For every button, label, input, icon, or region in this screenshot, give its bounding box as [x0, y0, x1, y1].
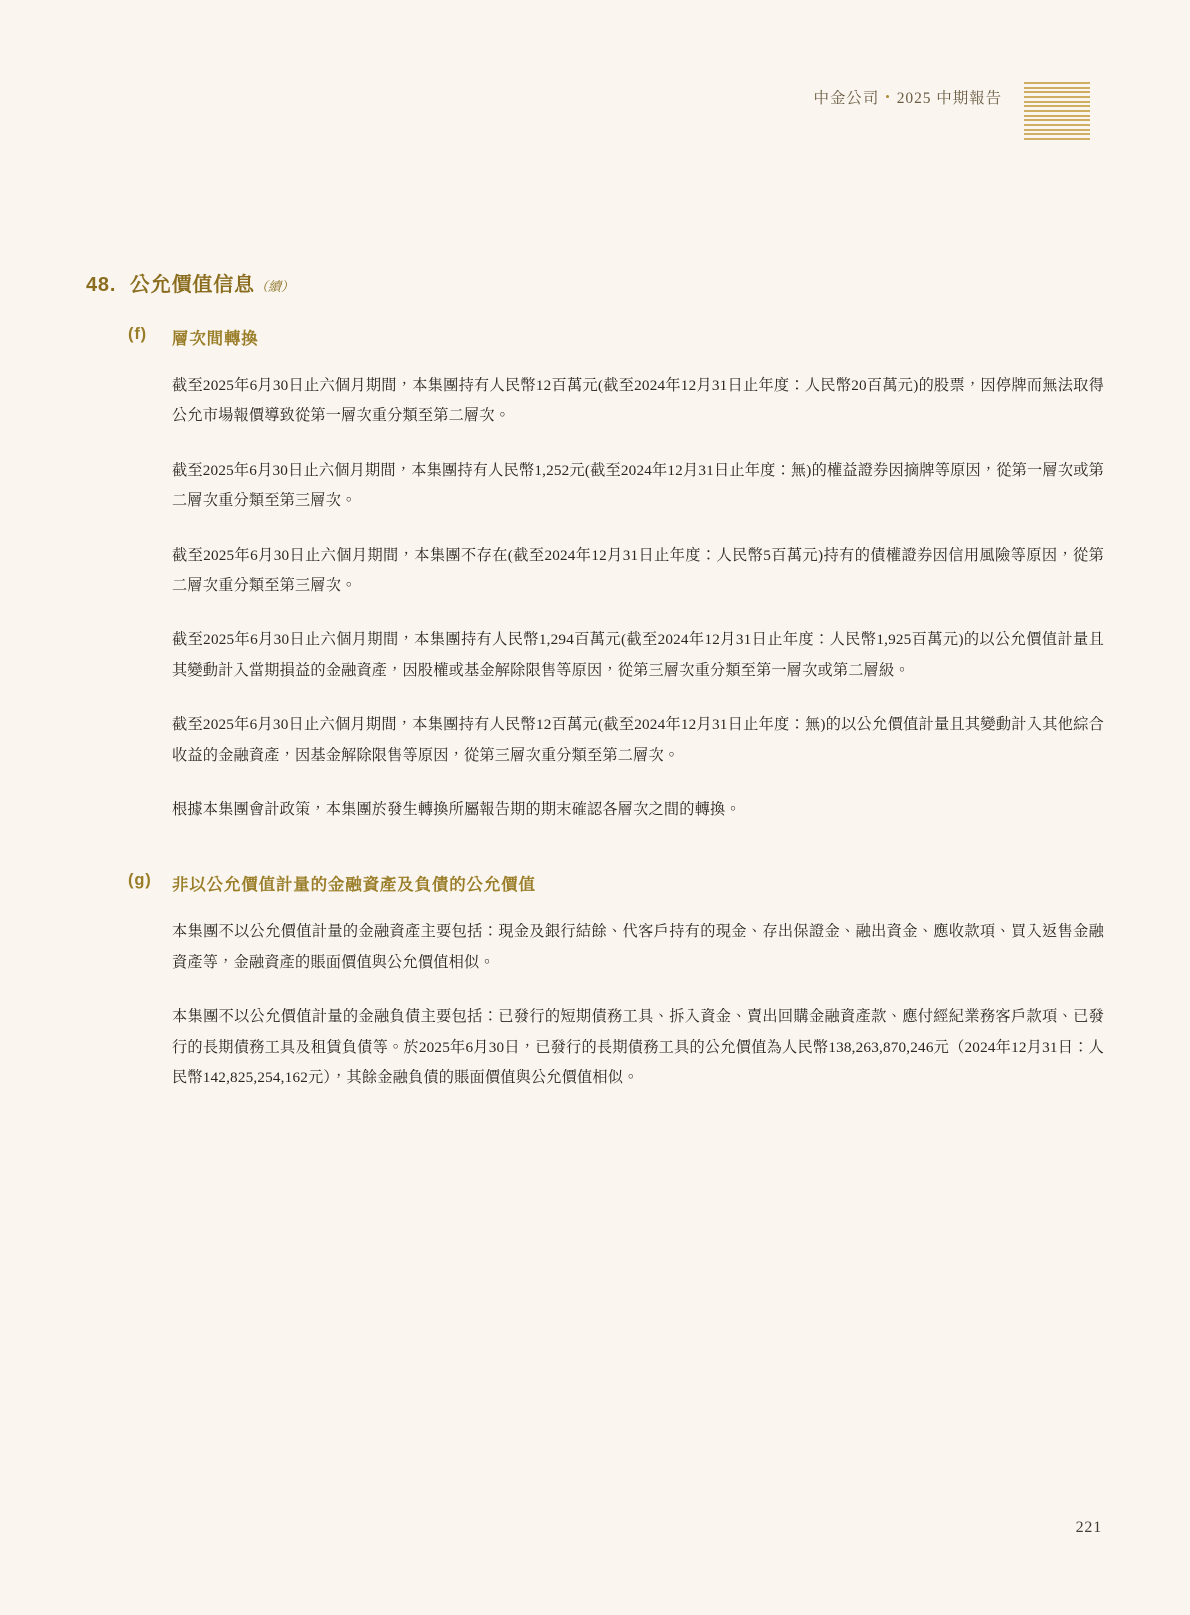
page-number: 221: [1075, 1519, 1102, 1536]
section-continued-marker: （續）: [254, 279, 294, 294]
subsection-g-title: 非以公允價值計量的金融資產及負債的公允價值: [172, 876, 536, 895]
paragraph: 本集團不以公允價值計量的金融資產主要包括：現金及銀行結餘、代客戶持有的現金、存出保證金、融出資金、應收款項、買入返售金融資產等，金融資產的賬面價值與公允價值相似。: [172, 923, 1104, 971]
paragraph: 截至2025年6月30日止六個月期間，本集團持有人民幣12百萬元(截至2024年12月31日止年度：無)的以公允價值計量且其變動計入其他綜合收益的金融資產，因基金解除限售等原因，從第三層次重分類至第二層次。: [172, 716, 1104, 764]
subsection-g: [128, 871, 1104, 1093]
header-separator: •: [885, 89, 891, 104]
subsection-f-body: [172, 371, 1104, 825]
paragraph: 本集團不以公允價值計量的金融負債主要包括：已發行的短期債務工具、拆入資金、賣出回購金融資產款、應付經紀業務客戶款項、已發行的長期債務工具及租賃負債等。於2025年6月30日，已發行的長期債務工具的公允價值為人民幣138,263,870,246元（2024年12月31日：人民幣142,825,254,162元），其餘金融負債的賬面價值與公允價值相似。: [172, 1008, 1104, 1087]
subsection-g-heading: [128, 871, 1104, 895]
section-title-text: 公允價值信息: [130, 274, 255, 296]
header-stripes-decoration: [1024, 82, 1090, 140]
paragraph: 截至2025年6月30日止六個月期間，本集團持有人民幣1,294百萬元(截至2024年12月31日止年度：人民幣1,925百萬元)的以公允價值計量且其變動計入當期損益的金融資產，因股權或基金解除限售等原因，從第三層次重分類至第一層次或第二層級。: [172, 631, 1104, 679]
paragraph: 截至2025年6月30日止六個月期間，本集團持有人民幣1,252元(截至2024年12月31日止年度：無)的權益證券因摘牌等原因，從第一層次或第二層次重分類至第三層次。: [172, 461, 1104, 510]
header-report: 2025 中期報告: [896, 90, 1002, 107]
section-number: 48.: [86, 274, 117, 296]
header-text: [814, 82, 1002, 108]
subsection-g-letter: (g): [128, 871, 152, 890]
subsection-f: [128, 325, 1104, 825]
subsection-f-heading: [128, 325, 1104, 349]
paragraph: 截至2025年6月30日止六個月期間，本集團不存在(截至2024年12月31日止年度：人民幣5百萬元)持有的債權證券因信用風險等原因，從第二層次重分類至第三層次。: [172, 546, 1104, 595]
header-company: 中金公司: [813, 90, 880, 107]
subsection-f-letter: (f): [128, 325, 147, 343]
subsection-g-body: [172, 917, 1104, 1093]
section-heading: [86, 268, 1104, 297]
page-header: [814, 82, 1090, 140]
paragraph: 截至2025年6月30日止六個月期間，本集團持有人民幣12百萬元(截至2024年12月31日止年度：人民幣20百萬元)的股票，因停牌而無法取得公允市場報價導致從第一層次重分類至第二層次。: [172, 377, 1104, 425]
page-content: [86, 268, 1104, 1094]
paragraph: 根據本集團會計政策，本集團於發生轉換所屬報告期的期末確認各層次之間的轉換。: [172, 801, 741, 819]
subsection-f-title: 層次間轉換: [172, 330, 259, 348]
